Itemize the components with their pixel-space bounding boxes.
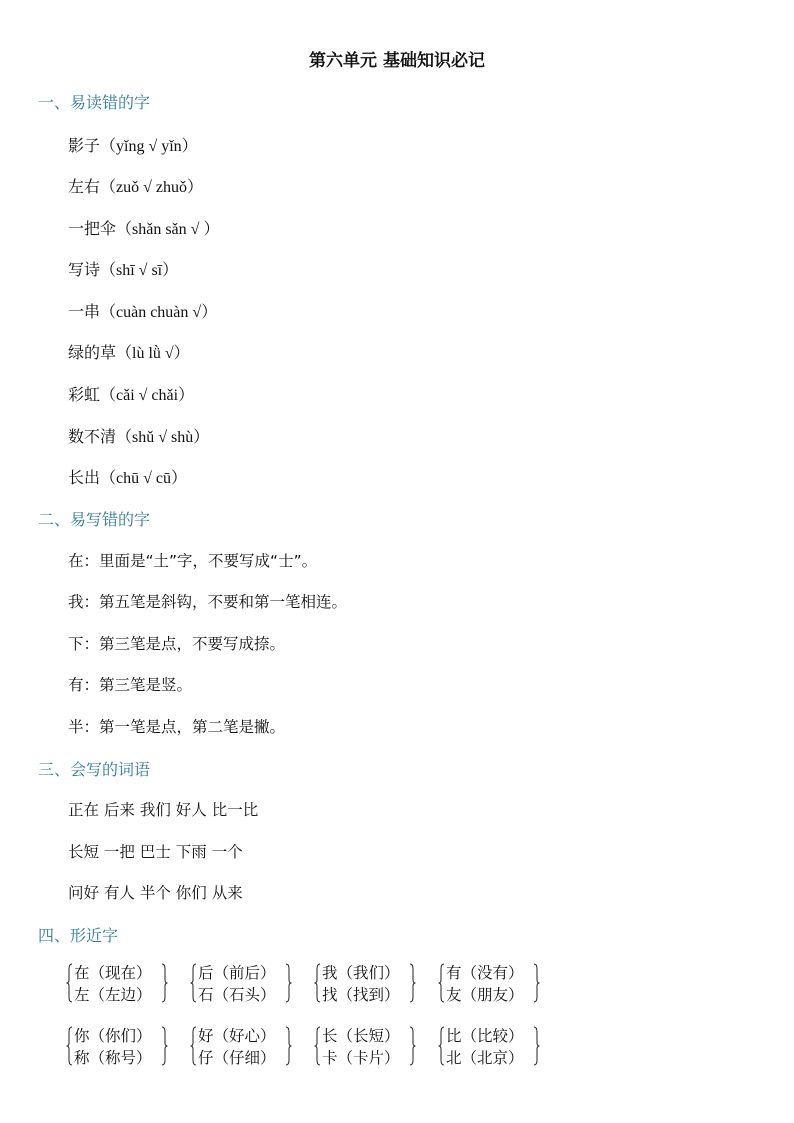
word-row: 问好 有人 半个 你们 从来 [68,884,243,902]
similar-char-word: 左（左边） [74,986,152,1004]
word-row: 长短 一把 巴士 下雨 一个 [68,843,243,861]
section-heading-similar-chars: 四、形近字 [38,926,119,945]
similar-char-pair [66,961,176,1007]
misread-item: 一串（cuàn chuàn √） [68,304,218,321]
similar-char-word: 好（好心） [198,1027,276,1045]
misread-item: 彩虹（cǎi √ chǎi） [68,387,195,404]
similar-char-word: 长（长短） [322,1027,400,1045]
section-heading-words: 三、会写的词语 [38,760,151,779]
miswrite-item: 在：里面是“土”字，不要写成“士”。 [68,552,318,570]
similar-char-word: 北（北京） [446,1049,524,1067]
misread-item: 一把伞（shǎn sǎn √ ） [68,221,220,238]
misread-item: 数不清（shǔ √ shù） [68,429,210,446]
right-brace [409,1026,416,1066]
similar-char-word: 仔（仔细） [198,1049,276,1067]
left-brace [438,963,445,1003]
miswrite-item: 半：第一笔是点，第二笔是撇。 [68,718,286,736]
right-brace [285,963,292,1003]
similar-char-word: 你（你们） [74,1027,152,1045]
left-brace [190,963,197,1003]
similar-char-pair [438,1024,548,1070]
left-brace [438,1026,445,1066]
right-brace [409,963,416,1003]
similar-char-word: 友（朋友） [446,986,524,1004]
document-title: 第六单元 基础知识必记 [309,51,485,71]
miswrite-item: 我：第五笔是斜钩，不要和第一笔相连。 [68,593,348,611]
section-heading-easy-miswrite: 二、易写错的字 [38,510,151,529]
misread-item: 长出（chū √ cū） [68,470,187,487]
similar-char-word: 石（石头） [198,986,276,1004]
similar-char-word: 找（找到） [322,986,400,1004]
misread-item: 影子（yǐng √ yǐn） [68,138,198,155]
left-brace [314,963,321,1003]
right-brace [161,963,168,1003]
similar-char-pair [314,1024,424,1070]
similar-char-word: 卡（卡片） [322,1049,400,1067]
similar-char-word: 在（现在） [74,964,152,982]
left-brace [190,1026,197,1066]
right-brace [533,1026,540,1066]
section-heading-easy-misread: 一、易读错的字 [38,93,151,112]
miswrite-item: 有：第三笔是竖。 [68,676,193,694]
similar-char-pair [190,961,300,1007]
word-row: 正在 后来 我们 好人 比一比 [68,801,259,819]
similar-char-word: 称（称号） [74,1049,152,1067]
right-brace [285,1026,292,1066]
similar-char-word: 后（前后） [198,964,276,982]
right-brace [533,963,540,1003]
left-brace [66,963,73,1003]
similar-char-word: 我（我们） [322,964,400,982]
misread-item: 写诗（shī √ sī） [68,262,179,279]
misread-item: 绿的草（lù lǜ √） [68,345,190,362]
right-brace [161,1026,168,1066]
similar-char-word: 比（比较） [446,1027,524,1045]
similar-char-pair [190,1024,300,1070]
left-brace [314,1026,321,1066]
similar-char-pair [66,1024,176,1070]
left-brace [66,1026,73,1066]
miswrite-item: 下：第三笔是点，不要写成捺。 [68,635,286,653]
similar-char-pair [314,961,424,1007]
similar-char-pair [438,961,548,1007]
misread-item: 左右（zuǒ √ zhuǒ） [68,179,203,196]
similar-char-word: 有（没有） [446,964,524,982]
